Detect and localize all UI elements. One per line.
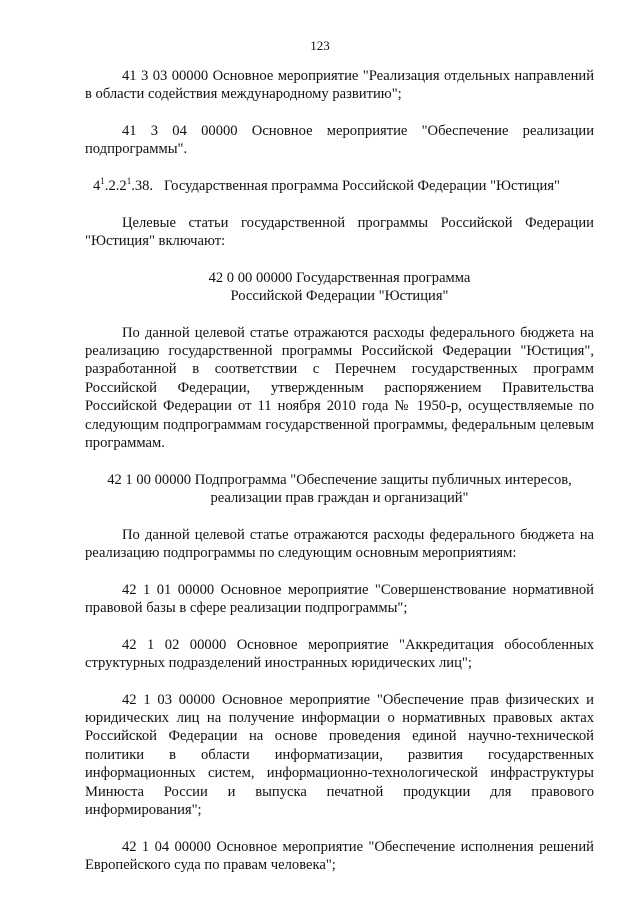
section-title: Государственная программа Российской Федерации "Юстиция" (164, 178, 561, 194)
section-number-end: .38. (131, 178, 154, 194)
document-body (85, 67, 594, 893)
subprogram-heading-line-2: реализации прав граждан и организаций" (210, 490, 469, 507)
item-4210100000: 42 1 01 00000 Основное мероприятие "Совершенствование нормативной правовой базы в сфере реализации подпрограммы"; (85, 581, 594, 617)
program-paragraph: По данной целевой статье отражаются расходы федерального бюджета на реализацию государственной программы Российской Федерации "Юстиция", разработанной в соответствии с Перечнем государственных программ Российской Федерации, утвержденным распоряжением Правительства Российской Федерации от 11 ноября 2010 года № 1950-р, осуществляемые по следующим подпрограммам государственной программы, федеральным целевым программам. (85, 324, 594, 452)
item-4210200000: 42 1 02 00000 Основное мероприятие "Аккредитация обособленных структурных подразделений иностранных юридических лиц"; (85, 636, 594, 672)
section-heading (85, 177, 594, 195)
program-heading-line-1: 42 0 00 00000 Государственная программа (208, 269, 471, 286)
section-number-sup-1: 1 (100, 176, 105, 186)
section-number-mid: .2.2 (104, 178, 127, 194)
section-number-main: 4 (93, 178, 101, 194)
page-number: 123 (310, 38, 330, 53)
section-number (93, 178, 153, 194)
program-heading-line-2: Российской Федерации "Юстиция" (230, 288, 449, 304)
subprogram-paragraph: По данной целевой статье отражаются расходы федерального бюджета на реализацию подпрограммы по следующим основным мероприятиям: (85, 526, 594, 562)
paragraph-4130400000: 41 3 04 00000 Основное мероприятие "Обеспечение реализации подпрограммы". (85, 123, 594, 158)
subprogram-heading-line-1: 42 1 00 00000 Подпрограмма "Обеспечение защиты публичных интересов, (107, 471, 572, 488)
program-heading (85, 269, 594, 306)
intro-paragraph: Целевые статьи государственной программы Российской Федерации "Юстиция" включают: (85, 214, 594, 249)
section-number-sup-2: 1 (126, 176, 132, 186)
subprogram-heading (85, 471, 594, 508)
paragraph-4130300000: 41 3 03 00000 Основное мероприятие "Реализация отдельных направлений в области содействия международному развитию"; (85, 68, 594, 103)
item-4210400000: 42 1 04 00000 Основное мероприятие "Обеспечение исполнения решений Европейского суда по правам человека"; (85, 838, 594, 874)
item-4210300000: 42 1 03 00000 Основное мероприятие "Обеспечение прав физических и юридических лиц на получение информации о нормативных правовых актах Российской Федерации на основе проведения единой научно-технической политики в области информатизации, развития государственных информационных систем, информационно-технологической инфраструктуры Минюста России и выпуска печатной продукции для правового информирования"; (85, 691, 594, 819)
